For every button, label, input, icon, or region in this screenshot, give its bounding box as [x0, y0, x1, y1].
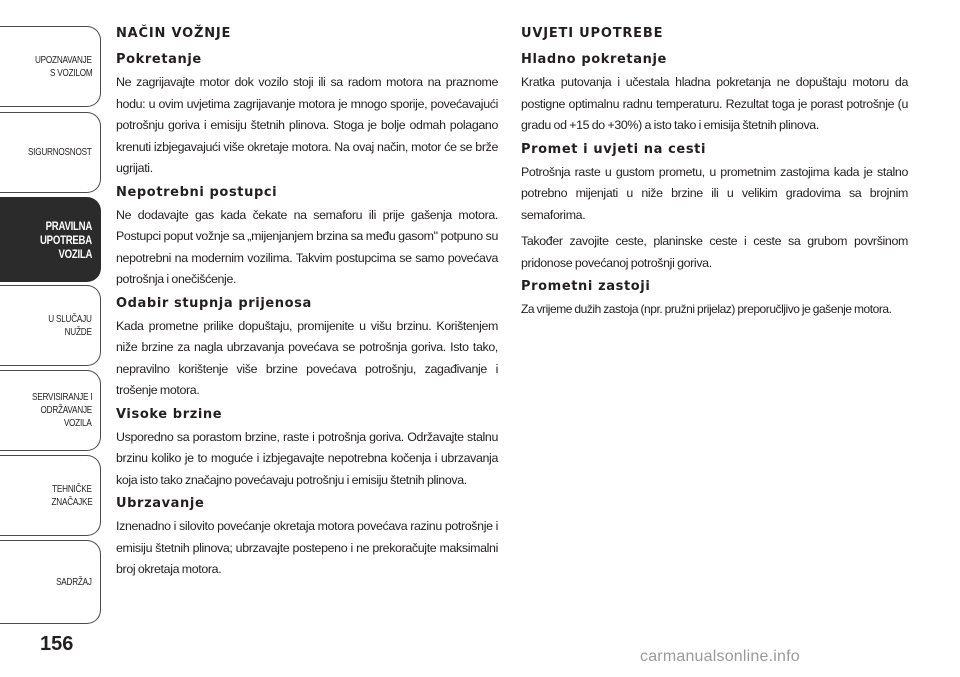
paragraph: Potrošnja raste u gustom prometu, u prometnim zastojima kada je stalno potrebno mijenjati u niže brzine ili u velikim gradovima sa brojnim semaforima. — [521, 164, 908, 222]
heading-promet-i-uvjeti-na-cesti: Promet i uvjeti na cesti — [521, 141, 707, 157]
heading-pokretanje: Pokretanje — [116, 52, 202, 67]
tab-label-line: NUŽDE — [64, 325, 92, 338]
heading-odabir-stupnja-prijenosa: Odabir stupnja prijenosa — [116, 295, 312, 311]
chapter-tabs — [0, 0, 103, 677]
tab-label-line: ODRŽAVANJE — [40, 404, 92, 416]
tab-sigurnosnost[interactable] — [0, 112, 101, 193]
tab-u-slucaju-nuzde[interactable] — [0, 285, 101, 366]
heading-prometni-zastoji: Prometni zastoji — [521, 279, 651, 294]
heading-nepotrebni-postupci: Nepotrebni postupci — [116, 184, 278, 200]
tab-label-line: U SLUČAJU — [48, 312, 92, 325]
tab-label-line: UPOZNAVANJE — [35, 53, 92, 66]
left-column — [116, 26, 498, 586]
tab-label-line: UPOTREBA — [40, 232, 92, 247]
paragraph: Usporedno sa porastom brzine, raste i potrošnja goriva. Održavajte stalnu brzinu koliko je to moguće i izbjegavajte nepotrebna kočenja i ubrzavanja koja isto tako značajno povećavaju potrošnju i emisiju štetnih plinova. — [116, 429, 498, 487]
heading-hladno-pokretanje: Hladno pokretanje — [521, 52, 667, 67]
tab-label-line: SIGURNOSNOST — [28, 146, 92, 158]
paragraph: Iznenadno i silovito povećanje okretaja motora povećava razinu potrošnje i emisiju štetnih plinova; ubrzavajte postepeno i ne prekoračujte maksimalni broj okretaja motora. — [116, 519, 498, 576]
watermark: carmanualsonline.info — [640, 648, 800, 665]
tab-label-line: VOZILA — [64, 417, 92, 429]
paragraph: Također zavojite ceste, planinske ceste i ceste sa grubom površinom pridonose povećanoj potrošnji goriva. — [521, 234, 908, 270]
tab-label-line: TEHNIČKE — [52, 482, 92, 495]
tab-pravilna-upotreba-vozila[interactable] — [0, 197, 101, 282]
paragraph: Kratka putovanja i učestala hladna pokretanja ne dopuštaju motoru da postigne optimalnu radnu temperaturu. Rezultat toga je porast potrošnje (u gradu od +15 do +30%) a isto tako i emisija štetnih plinova. — [521, 75, 908, 132]
heading-ubrzavanje: Ubrzavanje — [116, 496, 205, 511]
paragraph: Ne dodavajte gas kada čekate na semaforu ili prije gašenja motora. Postupci poput vožnje sa „mijenjanjem brzina sa među gasom" potpuno su nepotrebni na modernim vozilima. Takvim postupcima se samo povećava potrošnja i onečišćenje. — [116, 207, 498, 286]
paragraph: Za vrijeme dužih zastoja (npr. pružni prijelaz) preporučljivo je gašenje motora. — [521, 302, 892, 316]
section-title: NAČIN VOŽNJE — [116, 26, 232, 41]
tab-label-line: VOZILA — [58, 246, 92, 261]
tab-servisiranje-i-odrzavanje[interactable] — [0, 370, 101, 451]
paragraph: Kada prometne prilike dopuštaju, promijenite u višu brzinu. Korištenjem niže brzine za nagla ubrzavanja povećava se potrošnja goriva. Isto tako, nepravilno korištenje više brzine povećava potrošnju, zagađivanje i trošenje motora. — [116, 318, 498, 397]
tab-label-line: PRAVILNA — [45, 218, 92, 233]
tab-tehnicke-znacajke[interactable] — [0, 455, 101, 536]
section-title: UVJETI UPOTREBE — [521, 26, 664, 41]
tab-label-line: S VOZILOM — [49, 66, 92, 79]
heading-visoke-brzine: Visoke brzine — [116, 406, 223, 422]
tab-label-line: ZNAČAJKE — [51, 495, 92, 508]
tab-sadrzaj[interactable] — [0, 540, 101, 624]
page-number: 156 — [40, 633, 74, 655]
tab-label-line: SERVISIRANJE I — [31, 391, 92, 403]
right-column — [521, 26, 908, 326]
paragraph: Ne zagrijavajte motor dok vozilo stoji ili sa radom motora na praznome hodu: u ovim uvjetima zagrijavanje motora je mnogo sporije, povećavajući potrošnju goriva i emisiju štetnih plinova. Stoga je bolje odmah polagano krenuti izbjegavajući više okretaje motora. Na ovaj način, motor će se brže ugrijati. — [116, 75, 498, 175]
tab-upoznavanje-s-vozilom[interactable] — [0, 26, 101, 107]
tab-label-line: SADRŽAJ — [56, 575, 92, 588]
